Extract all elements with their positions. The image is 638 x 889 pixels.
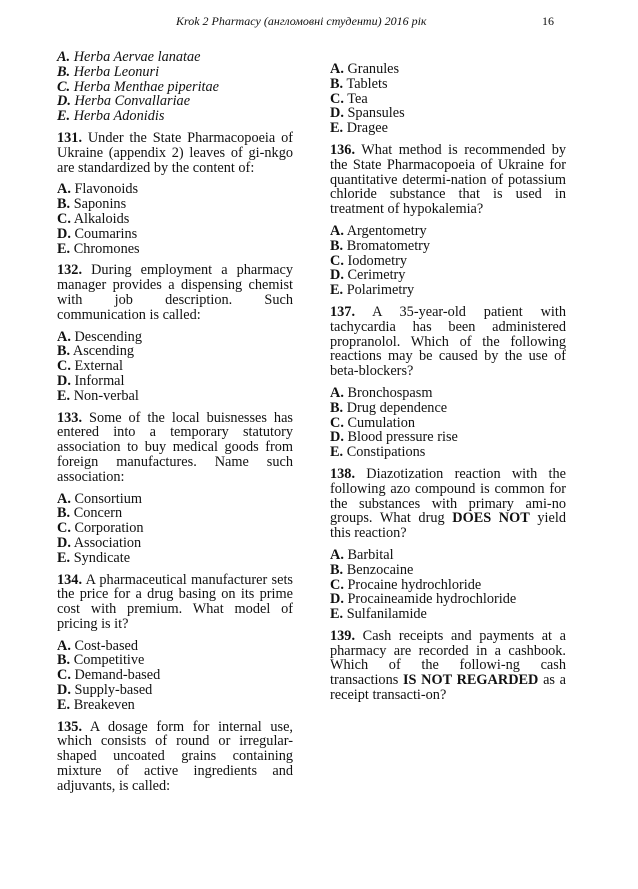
- option-text: Supply-based: [74, 682, 153, 699]
- question-137: 137. A 35-year-old patient with tachycardia has been administered propranolol. Which of the following reactions may be caused by the use of beta-blockers?: [330, 303, 566, 380]
- option-letter: C.: [57, 667, 71, 684]
- answer-option: [330, 254, 566, 269]
- option-letter: A.: [330, 222, 344, 239]
- option-text: Procaine hydrochloride: [347, 576, 482, 593]
- option-letter: A.: [57, 328, 71, 345]
- answer-option: [330, 548, 566, 563]
- option-text: Cost-based: [74, 637, 139, 654]
- right-column: [330, 62, 566, 710]
- option-letter: B.: [330, 75, 344, 92]
- option-text: Association: [73, 534, 142, 551]
- answer-option: [330, 224, 566, 239]
- option-text: Concern: [73, 505, 123, 522]
- option-text: Saponins: [73, 196, 127, 213]
- option-text: Bromatometry: [346, 237, 431, 254]
- answer-option: [57, 330, 293, 345]
- answer-option: [57, 492, 293, 507]
- option-letter: B.: [330, 561, 344, 578]
- answer-option: [57, 389, 293, 404]
- answer-option: [57, 109, 293, 124]
- answer-option: [57, 212, 293, 227]
- option-letter: B.: [57, 63, 71, 80]
- option-text: Drug dependence: [346, 399, 448, 416]
- option-letter: A.: [57, 181, 71, 198]
- answer-option: [330, 239, 566, 254]
- option-text: Descending: [74, 328, 142, 345]
- option-letter: D.: [57, 225, 71, 242]
- answer-option: [330, 445, 566, 460]
- answer-option: [57, 242, 293, 257]
- option-text: Blood pressure rise: [347, 429, 458, 446]
- question-134: 134. A pharmaceutical manufacturer sets the price for a drug basing on its prime cost with premium. What model of pricing is it?: [57, 571, 293, 632]
- option-letter: A.: [57, 637, 71, 654]
- option-text: Informal: [74, 372, 125, 389]
- option-text: Demand-based: [74, 667, 161, 684]
- option-letter: B.: [57, 652, 71, 669]
- options-134: [57, 639, 293, 713]
- option-letter: B.: [330, 399, 344, 416]
- options-131: [57, 182, 293, 256]
- answer-option: [57, 639, 293, 654]
- option-letter: E.: [330, 444, 344, 461]
- option-letter: D.: [330, 105, 344, 122]
- answer-option: [57, 536, 293, 551]
- answer-option: [330, 92, 566, 107]
- option-letter: D.: [57, 93, 71, 110]
- option-text: Herba Leonuri: [73, 63, 160, 80]
- question-139: 139. Cash receipts and payments at a pharmacy are recorded in a cashbook. Which of the followi-ng cash transactions IS NOT REGARDED as a receipt transacti-on?: [330, 627, 567, 704]
- answer-option: [330, 416, 566, 431]
- option-text: Syndicate: [73, 549, 131, 566]
- options-138: [330, 548, 566, 622]
- answer-option: [57, 359, 293, 374]
- option-text: Dragee: [346, 120, 388, 137]
- answer-option: [330, 430, 566, 445]
- option-text: Granules: [347, 61, 400, 77]
- option-text: Benzocaine: [346, 561, 414, 578]
- option-letter: C.: [57, 78, 71, 95]
- page-header: [0, 14, 638, 32]
- option-letter: D.: [57, 534, 71, 551]
- answer-option: [57, 80, 293, 95]
- option-text: Competitive: [73, 652, 145, 669]
- options-132: [57, 330, 293, 404]
- option-letter: C.: [57, 520, 71, 537]
- options-130: [57, 50, 293, 124]
- option-letter: C.: [57, 210, 71, 227]
- left-column: [57, 50, 293, 801]
- option-text: Polarimetry: [346, 282, 415, 299]
- answer-option: [57, 94, 293, 109]
- option-text: Herba Adonidis: [73, 108, 165, 125]
- option-letter: E.: [57, 549, 71, 566]
- question-133: 133. Some of the local buisnesses has entered into a temporary statutory association to buy medical goods from foreign manufactures. Name such association:: [57, 409, 293, 485]
- option-text: Chromones: [73, 240, 140, 257]
- option-letter: C.: [330, 252, 344, 269]
- header-title: Krok 2 Pharmacy (англомовні студенти) 2016 рік: [176, 14, 427, 28]
- answer-option: [330, 283, 566, 298]
- option-letter: E.: [330, 282, 344, 299]
- option-letter: B.: [57, 343, 71, 360]
- option-letter: A.: [57, 49, 71, 65]
- option-letter: A.: [330, 384, 344, 401]
- option-letter: D.: [330, 429, 344, 446]
- options-137: [330, 386, 566, 460]
- option-text: Breakeven: [73, 696, 135, 713]
- answer-option: [57, 50, 293, 65]
- option-letter: A.: [330, 546, 344, 563]
- option-text: Sulfanilamide: [346, 606, 427, 623]
- option-letter: C.: [57, 358, 71, 375]
- option-letter: B.: [330, 237, 344, 254]
- option-text: Barbital: [347, 546, 394, 563]
- option-text: Coumarins: [74, 225, 138, 242]
- option-text: Corporation: [74, 520, 144, 537]
- answer-option: [330, 563, 566, 578]
- option-text: Bronchospasm: [347, 384, 433, 401]
- option-letter: C.: [330, 576, 344, 593]
- option-letter: E.: [57, 387, 71, 404]
- answer-option: [330, 77, 566, 92]
- option-letter: B.: [57, 505, 71, 522]
- option-text: Herba Menthae piperitae: [73, 78, 220, 95]
- answer-option: [330, 386, 566, 401]
- option-letter: E.: [57, 240, 71, 257]
- option-text: Cumulation: [347, 414, 415, 431]
- answer-option: [57, 551, 293, 566]
- answer-option: [57, 374, 293, 389]
- options-136: [330, 224, 566, 298]
- option-text: Flavonoids: [74, 181, 139, 198]
- answer-option: [330, 106, 566, 121]
- option-letter: A.: [57, 490, 71, 507]
- option-text: Consortium: [74, 490, 143, 507]
- option-letter: D.: [57, 372, 71, 389]
- option-letter: C.: [330, 90, 344, 107]
- question-135: 135. A dosage form for internal use, which consists of round or irregular-shaped uncoated grains containing mixture of active ingredients and adjuvants, is called:: [57, 718, 293, 794]
- option-letter: E.: [330, 606, 344, 623]
- option-text: External: [74, 358, 123, 375]
- answer-option: [330, 401, 566, 416]
- option-text: Ascending: [72, 343, 135, 360]
- answer-option: [57, 197, 293, 212]
- answer-option: [57, 668, 293, 683]
- option-letter: C.: [330, 414, 344, 431]
- answer-option: [57, 698, 293, 713]
- option-text: Argentometry: [346, 222, 427, 239]
- option-letter: A.: [330, 61, 344, 77]
- option-text: Procaineamide hydrochloride: [347, 591, 517, 608]
- option-letter: D.: [330, 591, 344, 608]
- answer-option: [57, 683, 293, 698]
- answer-option: [57, 344, 293, 359]
- option-text: Spansules: [347, 105, 405, 122]
- page-number: 16: [542, 14, 554, 28]
- answer-option: [330, 592, 566, 607]
- answer-option: [330, 578, 566, 593]
- option-text: Tablets: [346, 75, 388, 92]
- question-132: 132. During employment a pharmacy manager provides a dispensing chemist with job description. Such communication is called:: [57, 262, 294, 323]
- option-text: Iodometry: [347, 252, 408, 269]
- option-text: Tea: [347, 90, 368, 107]
- option-text: Non-verbal: [73, 387, 139, 404]
- option-text: Cerimetry: [347, 267, 406, 284]
- answer-option: [330, 268, 566, 283]
- answer-option: [57, 653, 293, 668]
- option-letter: E.: [57, 108, 71, 125]
- option-letter: E.: [330, 120, 344, 137]
- answer-option: [57, 182, 293, 197]
- answer-option: [57, 506, 293, 521]
- question-131: 131. Under the State Pharmacopoeia of Ukraine (appendix 2) leaves of gi-nkgo are standardized by the content of:: [57, 129, 293, 176]
- question-136: 136. What method is recommended by the State Pharmacopoeia of Ukraine for quantitative determi-nation of potassium chloride substance that is used in treatment of hypokalemia?: [330, 141, 566, 218]
- answer-option: [330, 607, 566, 622]
- option-text: Herba Convallariae: [74, 93, 191, 110]
- answer-option: [330, 62, 566, 77]
- option-letter: B.: [57, 196, 71, 213]
- option-text: Alkaloids: [73, 210, 130, 227]
- options-133: [57, 492, 293, 566]
- option-letter: D.: [330, 267, 344, 284]
- option-letter: D.: [57, 682, 71, 699]
- answer-option: [57, 65, 293, 80]
- answer-option: [57, 227, 293, 242]
- answer-option: [57, 521, 293, 536]
- option-text: Constipations: [346, 444, 426, 461]
- answer-option: [330, 121, 566, 136]
- options-135: [330, 62, 566, 136]
- option-text: Herba Aervae lanatae: [73, 49, 201, 65]
- option-letter: E.: [57, 696, 71, 713]
- question-138: 138. Diazotization reaction with the following azo compound is common for the substances with primary ami-no groups. What drug DOES NOT yield this reaction?: [330, 465, 566, 542]
